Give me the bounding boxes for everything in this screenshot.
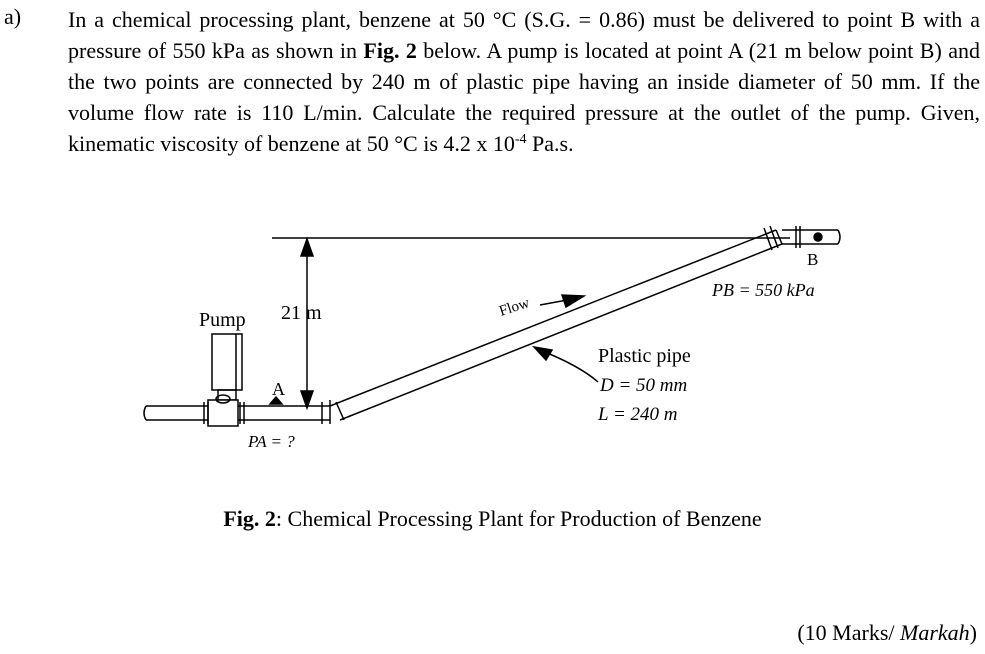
question-label: a): [4, 4, 22, 29]
marks-close: ): [969, 620, 977, 645]
flow-arrowhead: [562, 295, 584, 307]
height-arrow-top: [301, 239, 313, 256]
upper-pipe: [782, 230, 838, 244]
figure-reference: Fig. 2: [363, 38, 417, 63]
question-text-part-2: below. A pump is located at point A (21 m below point B) and the two points are connected by 240 m of plastic pipe having an inside diameter of 50 mm. If the volume flow rate is 110 L/min. Calculate the required pressure at the outlet of the pump. Given, kinematic viscosity of benzene at 50 °C is 4.2 x 10: [68, 38, 980, 156]
marks-allocation: [797, 620, 977, 646]
question-text-part-3: Pa.s.: [526, 131, 574, 156]
label-pa: PA = ?: [248, 432, 295, 451]
label-pb: PB = 550 kPa: [712, 280, 815, 300]
inclined-pipe-top: [330, 230, 776, 406]
point-b-marker: [814, 233, 822, 241]
figure-caption-label: Fig. 2: [223, 506, 276, 531]
figure-caption: [0, 506, 985, 532]
pump-motor: [212, 334, 242, 390]
question-text-part-1: In a chemical processing plant, benzene at 50 °C (S.G. = 0.86) must be delivered to point B with a pressure of 550 kPa as shown in: [68, 7, 980, 63]
label-a: A: [272, 379, 285, 399]
label-pump: Pump: [199, 309, 246, 331]
marks-italic: Markah: [900, 620, 970, 645]
pipe-end-right: [838, 230, 840, 244]
marks-text: (10 Marks/: [797, 620, 901, 645]
exponent: -4: [514, 132, 527, 147]
label-b: B: [807, 250, 819, 269]
label-pipe-title: Plastic pipe: [598, 345, 691, 367]
inclined-pipe-bottom: [340, 244, 782, 420]
label-pipe-diameter: D = 50 mm: [600, 375, 688, 396]
pipe-end-left: [144, 406, 146, 420]
figure-caption-text: : Chemical Processing Plant for Production of Benzene: [275, 506, 762, 531]
pump-housing: [208, 400, 238, 426]
label-flow: Flow: [497, 295, 532, 320]
label-pipe-length: L = 240 m: [598, 404, 678, 425]
pipe-leader-arrowhead: [534, 347, 552, 360]
label-height: 21 m: [281, 302, 322, 324]
